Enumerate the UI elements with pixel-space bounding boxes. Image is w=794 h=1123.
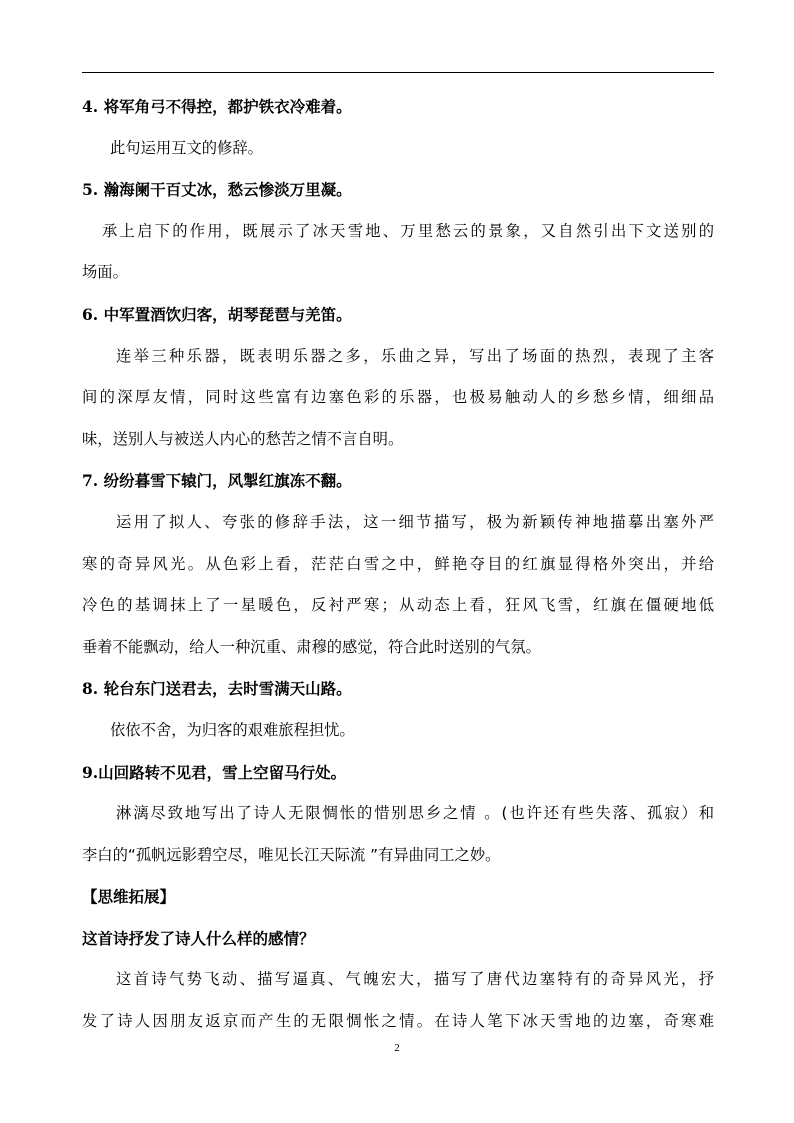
item-7-note-line-3: 冷色的基调抹上了一星暖色，反衬严寒；从动态上看，狂风飞雪，红旗在僵硬地低	[82, 596, 714, 615]
question: 这首诗抒发了诗人什么样的感情？	[82, 928, 315, 948]
item-6-note-line-1: 连举三种乐器，既表明乐器之多，乐曲之异，写出了场面的热烈，表现了主客	[116, 346, 714, 365]
item-5-heading: 5. 瀚海阑干百丈冰，愁云惨淡万里凝。	[82, 180, 352, 200]
item-7-note-line-1: 运用了拟人、夸张的修辞手法，这一细节描写，极为新颖传神地描摹出塞外严	[116, 512, 714, 531]
item-7-note-line-2: 寒的奇异风光。从色彩上看，茫茫白雪之中，鲜艳夺目的红旗显得格外突出，并给	[82, 554, 714, 573]
item-5-note-line-2: 场面。	[82, 263, 128, 282]
item-9-heading: 9.山回路转不见君，雪上空留马行处。	[82, 762, 347, 782]
item-8-heading: 8. 轮台东门送君去，去时雪满天山路。	[82, 679, 352, 699]
item-8-note: 依依不舍，为归客的艰难旅程担忧。	[110, 720, 355, 739]
header-rule	[82, 72, 714, 73]
item-7-note-line-4: 垂着不能飘动，给人一种沉重、肃穆的感觉，符合此时送别的气氛。	[82, 637, 541, 656]
section-title: 【思维拓展】	[82, 887, 176, 907]
item-4-note: 此句运用互文的修辞。	[110, 138, 263, 157]
item-6-note-line-2: 间的深厚友情，同时这些富有边塞色彩的乐器，也极易触动人的乡愁乡情，细细品	[82, 388, 714, 407]
item-7-heading: 7. 纷纷暮雪下辕门，风掣红旗冻不翻。	[82, 471, 352, 491]
answer-line-2: 发了诗人因朋友返京而产生的无限惆怅之情。在诗人笔下冰天雪地的边塞，奇寒难	[82, 1012, 714, 1031]
item-4-heading: 4. 将军角弓不得控，都护铁衣冷难着。	[82, 97, 352, 116]
item-6-heading: 6. 中军置酒饮归客，胡琴琵琶与羌笛。	[82, 304, 352, 324]
item-6-note-line-3: 味，送别人与被送人内心的愁苦之情不言自明。	[82, 429, 404, 448]
answer-line-1: 这首诗气势飞动、描写逼真、气魄宏大，描写了唐代边塞特有的奇异风光，抒	[116, 970, 714, 989]
page-number: 2	[394, 1042, 400, 1054]
item-9-note-line-2: 李白的“孤帆远影碧空尽，唯见长江天际流 ”有异曲同工之妙。	[82, 845, 501, 864]
item-5-note-line-1: 承上启下的作用，既展示了冰天雪地、万里愁云的景象，又自然引出下文送别的	[102, 221, 714, 240]
item-9-note-line-1: 淋漓尽致地写出了诗人无限惆怅的惜别思乡之情 。(也许还有些失落、孤寂）和	[116, 804, 714, 823]
document-body	[82, 86, 714, 1043]
